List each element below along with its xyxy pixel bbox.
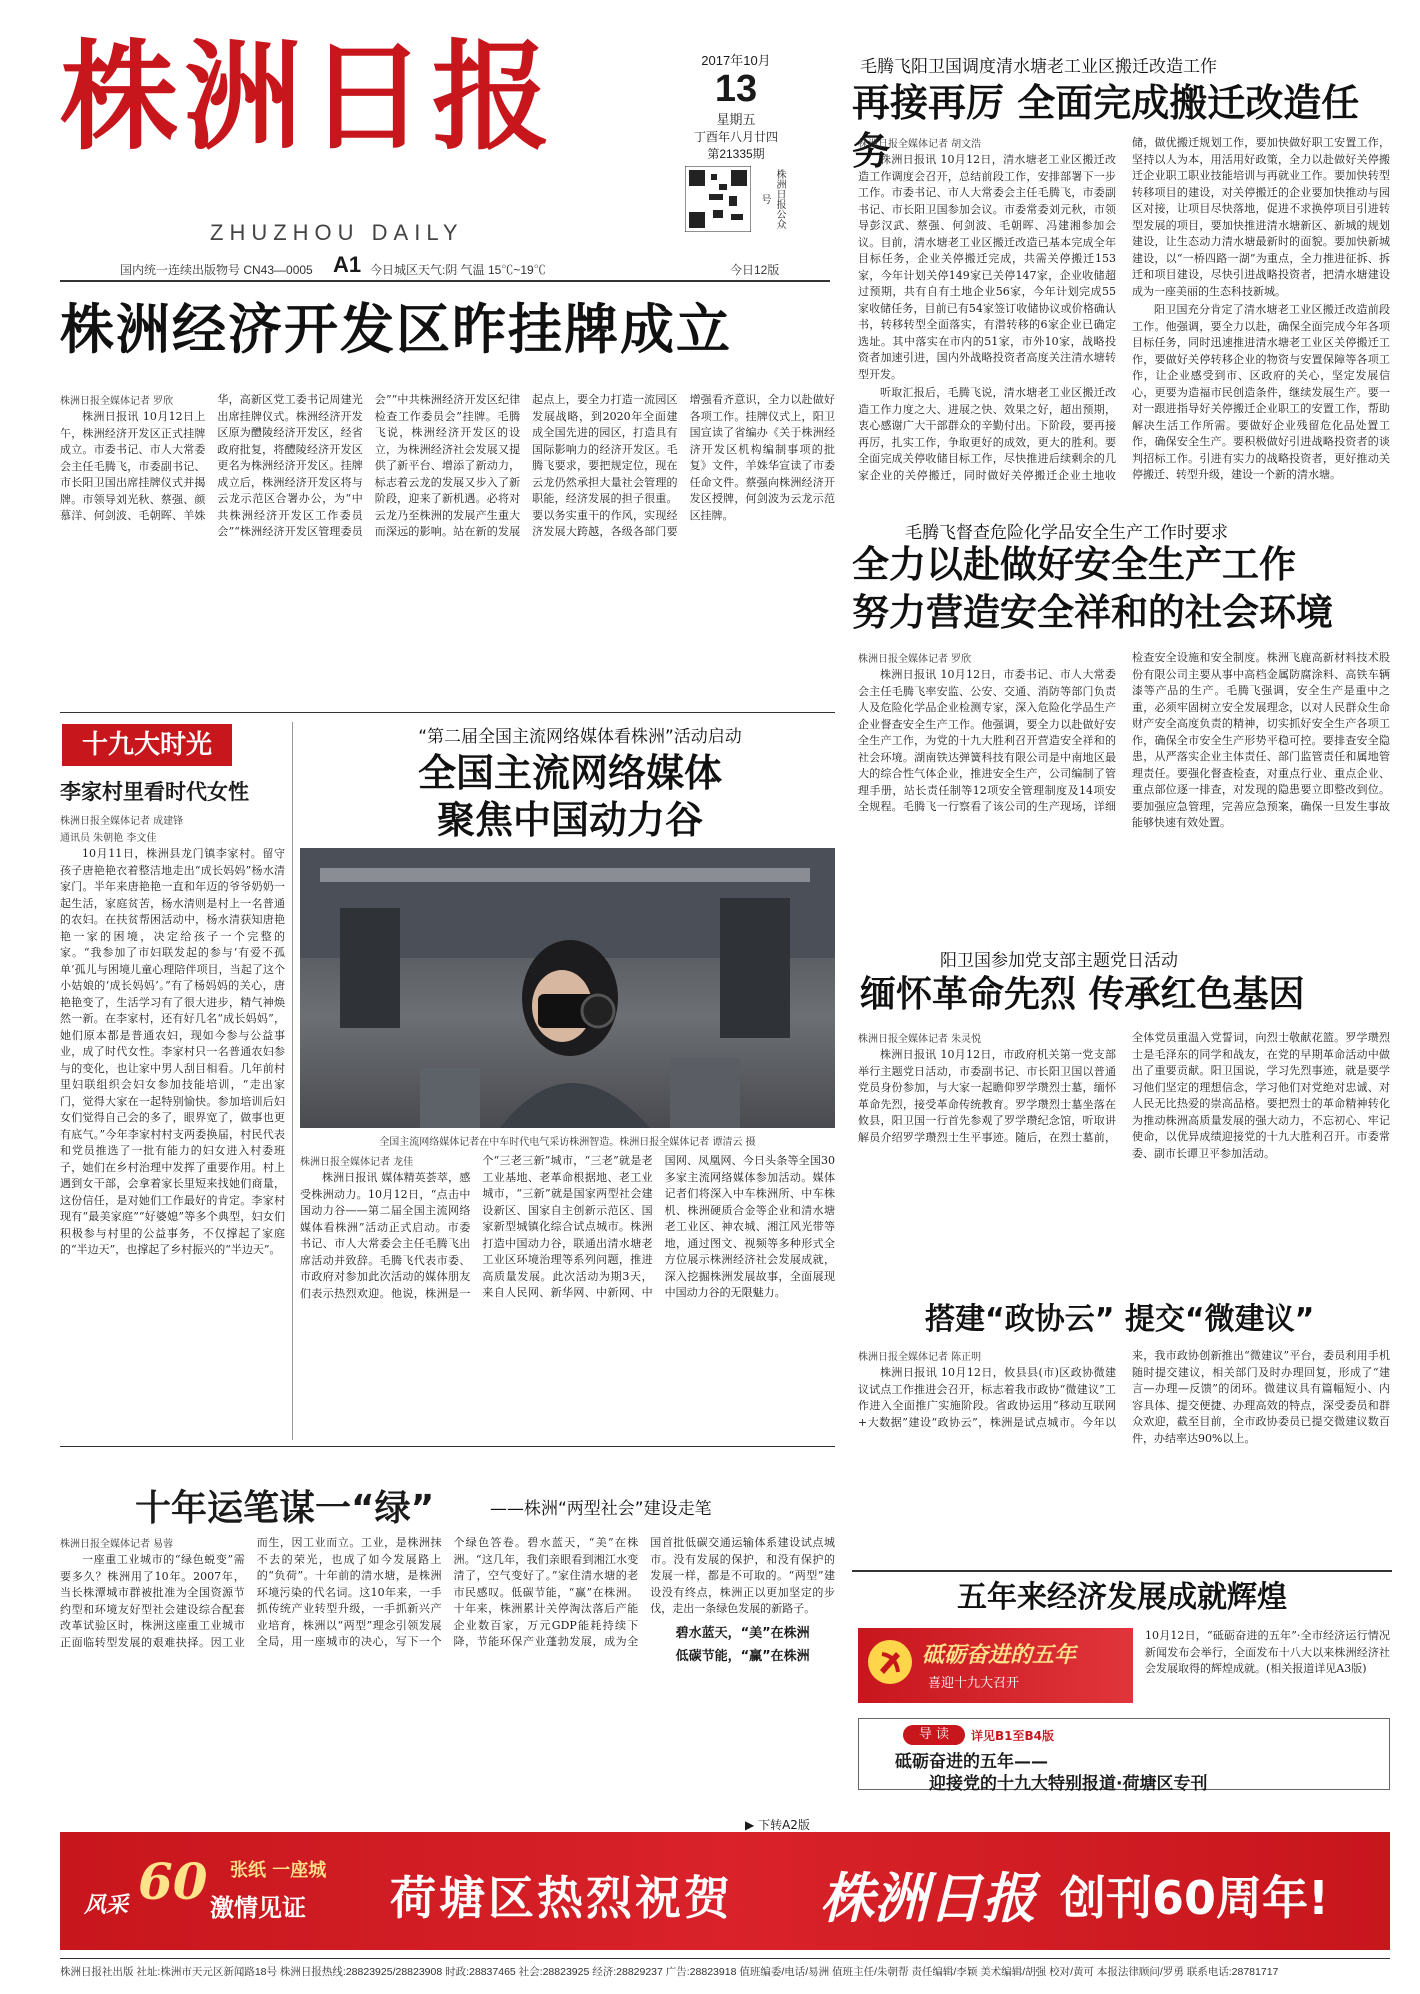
date-year-month: 2017年10月 — [701, 53, 771, 68]
shinian-body — [60, 1535, 835, 1810]
safety-byline: 株洲日报全媒体记者 罗欣 — [858, 654, 972, 665]
nineteen-body — [60, 812, 285, 1437]
lead-text: 株洲日报讯 10月12日上午，株洲经济开发区正式挂牌成立。市委书记、市人大常委会主任毛腾飞，市委副书记、市长阳卫国出席挂牌仪式并揭牌。市领导刘光秋、蔡强、颜慕洋、何剑波、毛朝晖、羊姝华，高新区党工委书记周建光出席挂牌仪式。株洲经济开发区原为醴陵经济开发区，经省政府批复，将醴陵经济开发区更名为株洲经济开发区。挂牌成立后，株洲经济开发区将与云龙示范区合署办公，为“中共株洲经济开发区工作委员会”“株洲经济开发区管理委员会”“中共株洲经济开发区纪律检查工作委员会”挂牌。毛腾飞说，株洲经济开发区的设立，为株洲经济社会发展又提供了新平台、增添了新动力，标志着云龙的发展又步入了新阶段，迎来了新机遇。必将对云龙乃至株洲的发展产生重大而深远的影响。站在新的发展起点上，要全力打造一流园区发展战略，到2020年全面建成全国先进的园区，打造具有国际影响力的经济开发区。毛腾飞要求，要把规定位，现在云龙仍然承担大量社会管理的职能，经济发展的担子很重。要以务实重干的作风，实现经济发展大跨越，各级各部门要增强看齐意识，全力以赴做好各项工作。挂牌仪式上，阳卫国宣读了省编办《关于株洲经济开发区机构编制事项的批复》文件，羊姝华宣读了市委任命文件。蔡强向株洲经济开发区授牌，何剑波为云龙示范区挂牌。 — [60, 393, 835, 538]
top-right-para-1: 株洲日报讯 10月12日，清水塘老工业区搬迁改造工作调度会召开，总结前段工作，安排部署下一步工作。市委书记、市人大常委会主任毛腾飞，市委副书记、市长阳卫国参加会议。市委常委刘元秋，市领导彭汉武、蔡强、何剑波、毛朝晖、冯建湘参加会议。目前，清水塘老工业区搬迁改造已基本完成全年目标任务，企业关停搬迁完成，共需关停搬迁153家，今年计划关停149家已关停147家，企业收储超过预期，共有自有土地企业56家，今年计划完成55家收储任务，目前已有54家签订收储协议或价格确认书，转移转型全面落实，有潜转移的6家企业已确定选址。其中落实在市内的51家，市外10家，战略投资者加速引进，国内外战略投资者高度关注清水塘转型开发。 — [858, 153, 1116, 381]
top-right-body — [858, 135, 1390, 530]
media-photo — [300, 848, 835, 1128]
top-right-para-3: 阳卫国充分肯定了清水塘老工业区搬迁改造前段工作。他强调，要全力以赴，确保全面完成今年各项目标任务，同时迅速推进清水塘老工业区关停搬迁工作，要做好关停转移企业的物资与安置保障等各项工作，让企业感受到市、区政府的关心，坚定发展信心，更要为造福市民创造条件，继续发展生产。要一对一跟进指导好关停搬迁企业职工的安置工作，帮助解决生活工作所需。要做好企业残留危化品处置工作，确保安全生产。要积极做好引进战略投资者的谈判招标工作。引进有实力的战略投资者，更好推动关停搬迁、转型升级，建设一个新的清水塘。 — [1132, 303, 1390, 481]
wunian-text: 10月12日，“砥砺奋进的五年”·全市经济运行情况新闻发布会举行，全面发布十八大以来株洲经济社会发展取得的辉煌成就。(相关报道详见A3版) — [1145, 1629, 1390, 1675]
shinian-subhead: ——株洲“两型社会”建设走笔 — [490, 1499, 712, 1519]
media-kicker: “第二届全国主流网络媒体看株洲”活动启动 — [418, 727, 742, 747]
nineteen-tag: 十九大时光 — [62, 724, 232, 766]
media-text: 株洲日报讯 媒体精英荟萃，感受株洲动力。10月12日，“点击中国动力谷——第二届全国主流网络媒体看株洲”活动正式启动。市委书记、市人大常委会主任毛腾飞出席活动并致辞。毛腾飞代表市委、市政府对参加此次活动的媒体朋友们表示热烈欢迎。他说，株洲是一个“三老三新”城市，“三老”就是老工业基地、老革命根据地、老工业城市，“三新”就是国家两型社会建设新区、国家自主创新示范区、国家新型城镇化综合试点城市。株洲打造中国动力谷，联通出清水塘老工业区环境治理等系列问题，推进高质量发展。此次活动为期3天，来自人民网、新华网、中新网、中国网、凤凰网、今日头条等全国30多家主流网络媒体参加活动。媒体记者们将深入中车株洲所、中车株机、株洲硬质合金等企业和清水塘老工业区、神农城、湘江风光带等地，通过图文、视频等多种形式全方位展示株洲经济社会发展成就，深入挖掘株洲发展故事，全面展现中国动力谷的无限魅力。 — [300, 1154, 835, 1300]
section-divider — [60, 712, 835, 713]
masthead-rule — [60, 280, 830, 282]
shinian-byline: 株洲日报全媒体记者 易蓉 — [60, 1539, 174, 1550]
anniversary-banner — [60, 1832, 1390, 1950]
wunian-logo-sub: 喜迎十九大召开 — [928, 1676, 1020, 1691]
zhengxie-byline: 株洲日报全媒体记者 陈正明 — [858, 1352, 982, 1363]
guide-line-1: 砥砺奋进的五年—— — [895, 1752, 1048, 1772]
lunar-date: 丁酉年八月廿四 — [693, 130, 778, 144]
wunian-rule — [852, 1570, 1392, 1572]
masthead-subtitle: ZHUZHOU DAILY — [210, 220, 464, 245]
wunian-headline: 五年来经济发展成就辉煌 — [957, 1580, 1287, 1615]
issue-number: 第21335期 — [707, 147, 765, 161]
safety-headline-2: 努力营造安全祥和的社会环境 — [852, 591, 1333, 634]
guide-line-2: 迎接党的十九大特别报道·荷塘区专刊 — [929, 1774, 1208, 1794]
shinian-headline: 十年运笔谋一“绿” — [135, 1488, 435, 1529]
media-headline-1: 全国主流网络媒体 — [417, 751, 722, 795]
media-photo-caption: 全国主流网络媒体记者在中车时代电气采访株洲智造。株洲日报全媒体记者 谭清云 摄 — [379, 1137, 756, 1148]
pages-today: 今日12版 — [730, 263, 780, 277]
shinian-sub-1: 碧水蓝天，“美”在株洲 — [675, 1625, 810, 1641]
yang-kicker: 阳卫国参加党支部主题党日活动 — [940, 951, 1178, 971]
media-byline: 株洲日报全媒体记者 龙佳 — [300, 1157, 414, 1168]
shinian-sub-2: 低碳节能，“赢”在株洲 — [675, 1648, 810, 1664]
wunian-logo — [858, 1628, 1133, 1703]
shinian-continue-label: 下转A2版 — [758, 1818, 810, 1832]
arrow-right-icon: ▶ — [745, 1818, 755, 1832]
yang-text: 株洲日报讯 10月12日，市政府机关第一党支部举行主题党日活动，市委副书记、市长阳卫国以普通党员身份参加，与大家一起瞻仰罗学瓒烈士墓，缅怀革命先烈，接受革命传统教育。罗学瓒烈士墓坐落在攸县，阳卫国一行首先参观了罗学瓒纪念馆，听取讲解员介绍罗学瓒烈士生平事迹。随后，在烈士墓前，全体党员重温入党誓词，向烈士敬献花篮。罗学瓒烈士是毛泽东的同学和战友，在党的早期革命活动中做出了重要贡献。阳卫国说，学习先烈事迹，就是要学习他们坚定的理想信念，学习他们对党绝对忠诚、对人民无比热爱的崇高品格。要把烈士的革命精神转化为推动株洲高质量发展的强大动力，不忘初心、牢记使命，以优异成绩迎接党的十九大胜利召开。市委常委、副市长谭卫平参加活动。 — [858, 1031, 1390, 1160]
top-right-byline: 株洲日报全媒体记者 胡文浩 — [858, 139, 982, 150]
guide-box[interactable] — [858, 1718, 1390, 1794]
nineteen-byline-1: 株洲日报全媒体记者 成建锋 — [60, 816, 184, 827]
guide-label: 导 读 — [903, 1725, 965, 1745]
lead-byline: 株洲日报全媒体记者 罗欣 — [60, 396, 174, 407]
qr-code-icon — [685, 166, 751, 232]
banner-tail: 创刊60周年! — [1060, 1871, 1329, 1925]
masthead-title: 株洲日报 — [60, 27, 557, 166]
nineteen-text: 10月11日，株洲县龙门镇李家村。留守孩子唐艳艳衣着整洁地走出“成长妈妈”杨水清家门。半年来唐艳艳一直和年迈的爷爷奶奶一起生活，家庭贫苦，杨水清则是村上一名普通的农妇。在扶贫帮困活动中，杨水清获知唐艳艳一家的困境，决定给孩子一个完整的家。“我参加了市妇联发起的参与‘有爱不孤单’孤儿与困境儿童心理陪伴项目，当起了这个小姑娘的‘成长妈妈’。”有了杨妈妈的关心，唐艳艳变了，生活学习有了很大进步，精气神焕然一新。在李家村，还有好几名“成长妈妈”，她们原本都是普通农妇，现如今参与公益事业，成了时代女性。李家村只一名普通农妇参与的变化，也让家中男人刮目相看。几年前村里妇联组织会妇女参加技能培训，“走出家门，觉得大家在一起特别愉快。参加培训后妇女们觉得自己会的多了，眼界宽了，做事也更有底气。”今年李家村村支两委换届，村民代表和党员推选了一批有能力的妇女进入村委班子，她们在乡村治理中发挥了重要作用。村上遇到女干部，会拿着家长里短来找她们商量，这份信任，是对她们工作最好的肯定。李家村现有“最美家庭”“好婆媳”等多个典型，妇女们积极参与村里的公益事务，不仅撑起了家庭的“半边天”，也撑起了乡村振兴的“半边天”。 — [60, 847, 285, 1256]
lead-headline: 株洲经济开发区昨挂牌成立 — [60, 298, 732, 361]
banner-left-1: 风采 — [84, 1892, 129, 1918]
lead-body — [60, 392, 835, 707]
banner-number: 60 — [138, 1852, 208, 1911]
safety-headline-1: 全力以赴做好安全生产工作 — [852, 543, 1296, 586]
qr-caption: 株洲日报公众号 — [759, 169, 785, 229]
shinian-continue[interactable] — [745, 1816, 810, 1833]
masthead-logo — [60, 27, 620, 178]
page-number: A1 — [333, 252, 362, 277]
top-right-para-2: 听取汇报后，毛腾飞说，清水塘老工业区搬迁改造工作力度之大、进展之快、效果之好，超出预期，衷心感谢广大干部群众的辛勤付出。下阶段，要再接再厉，扎实工作，争取更好的成效，更大的胜利。要全面完成关停收储目标工作，尽快推进后续剩余的几家企业的关停搬迁，同时做好关停搬迁企业土地收储，做优搬迁规划工作，要加快做好职工安置工作，坚持以人为本，用活用好政策，全力以赴做好关停搬迁企业职工职业技能培训与再就业工作。要加快转型转移项目的建设，对关停搬迁的企业要加快推动与园区对接，让项目尽快落地，促进不求换停项目引进转型发展的项目，要加快推进清水塘新区、新城的规划建设，让生态动力清水塘最新时的面貌。要加快新城建设，以“一桥四路一湖”为重点，全力推进征拆、拆迁和项目建设，尽快引进战略投资者，把清水塘建设成为一座美丽的生态科技新城。 — [858, 136, 1390, 482]
shinian-text: 一座重工业城市的“绿色蜕变”需要多久？株洲用了10年。2007年，当长株潭城市群被批准为全国资源节约型和环境友好型社会建设综合配套改革试验区时，株洲这座重工业城市正面临转型发展的艰难抉择。因工业而生，因工业而立。工业，是株洲抹不去的荣光，也成了如今发展路上的“负荷”。十年前的清水塘，是株洲环境污染的代名词。这10年来，一手抓传统产业转型升级，一手抓新兴产业培育，株洲以“两型”理念引领发展全局，用一座城市的决心，写下一个个绿色答卷。碧水蓝天，“美”在株洲。“这几年，我们亲眼看到湘江水变清了，空气变好了。”家住清水塘的老市民感叹。低碳节能，“赢”在株洲。十年来，株洲累计关停淘汰落后产能企业数百家，万元GDP能耗持续下降，节能环保产业蓬勃发展，成为全国首批低碳交通运输体系建设试点城市。没有发展的保护，和没有保护的发展一样，都是不可取的。“两型”建设没有终点，株洲正以更加坚定的步伐，走出一条绿色发展的新路子。 — [60, 1536, 835, 1649]
zhengxie-body — [858, 1348, 1390, 1558]
photographer-image — [300, 848, 835, 1128]
top-right-headline: 再接再厉 全面完成搬迁改造任务 — [852, 81, 1360, 173]
safety-text: 株洲日报讯 10月12日，市委书记、市人大常委会主任毛腾飞率安监、公安、交通、消防等部门负责人及危险化学品企业检测专家，深入危险化学品生产企业督查安全生产工作。他强调，要全力以赴做好安全生产工作，为党的十九大胜利召开营造安全祥和的社会环境。湖南铁达弹簧科技有限公司是中南地区最大的综合性气体企业，推进安全生产，公司编制了管理手册，站长责任制等12项安全管理制度及14项安全规程。毛腾飞一行察看了该公司的生产现场，详细检查安全设施和安全制度。株洲飞鹿高新材料技术股份有限公司主要从事中高档金属防腐涂料、高铁车辆漆等产品的生产。毛腾飞强调，安全生产是重中之重，必须牢固树立安全发展理念，以对人民群众生命财产安全高度负责的精神，切实抓好安全生产各项工作，确保全市安全生产形势平稳可控。要排查安全隐患，从严落实企业主体责任、部门监管责任和属地管理责任。要强化督查检查，对重点行业、重点企业、重点部位逐一排查，对发现的隐患要立即整改到位。要加强应急管理，完善应急预案，确保一旦发生事故能够快速有效处置。 — [858, 651, 1390, 829]
party-emblem-icon — [866, 1638, 914, 1686]
media-body — [300, 1153, 835, 1438]
nineteen-headline: 李家村里看时代女性 — [60, 780, 249, 804]
cn-number: 国内统一连续出版物号 CN43—0005 — [120, 263, 313, 277]
safety-body — [858, 650, 1390, 940]
date-box — [652, 50, 820, 242]
wunian-logo-text: 砥砺奋进的五年 — [922, 1642, 1077, 1668]
safety-kicker: 毛腾飞督查危险化学品安全生产工作时要求 — [905, 523, 1228, 543]
media-headline-2: 聚焦中国动力谷 — [436, 798, 703, 842]
date-day: 13 — [714, 68, 758, 110]
column-rule — [292, 722, 293, 1440]
guide-ref: 详见B1至B4版 — [971, 1729, 1054, 1743]
zhengxie-text: 株洲日报讯 10月12日，攸县县(市)区政协微建议试点工作推进会召开，标志着我市政协“微建议”工作进入全面推广实施阶段。省政协运用“移动互联网+大数据”建设“政协云”，株洲是试点城市。今年以来，我市政协创新推出“微建议”平台，委员利用手机随时提交建议，相关部门及时办理回复，形成了“建言—办理—反馈”的闭环。微建议具有篇幅短小、内容具体、提交便捷、办理高效的特点，深受委员和群众欢迎，截至目前，全市政协委员已提交微建议数百件，办结率达90%以上。 — [858, 1349, 1390, 1445]
footer-rule — [60, 1958, 1390, 1959]
zhengxie-headline: 搭建“政协云” 提交“微建议” — [925, 1302, 1315, 1337]
section-divider-2 — [60, 1446, 835, 1447]
banner-brand: 株洲日报 — [820, 1866, 1036, 1930]
yang-body — [858, 1030, 1390, 1300]
nineteen-byline-2: 通讯员 朱朝艳 李文佳 — [60, 833, 157, 844]
yang-headline: 缅怀革命先烈 传承红色基因 — [860, 974, 1305, 1015]
yang-byline: 株洲日报全媒体记者 朱灵悦 — [858, 1034, 982, 1045]
weather: 今日城区天气:阴 气温 15℃~19℃ — [370, 263, 546, 277]
weekday: 星期五 — [716, 112, 756, 127]
banner-left-2: 张纸 一座城 — [230, 1860, 327, 1881]
banner-main: 荷塘区热烈祝贺 — [390, 1871, 733, 1925]
banner-left-3: 激情见证 — [210, 1894, 306, 1922]
top-right-kicker: 毛腾飞阳卫国调度清水塘老工业区搬迁改造工作 — [860, 57, 1217, 77]
footer-info: 株洲日报社出版 社址:株洲市天元区新闻路18号 株洲日报热线:28823925/28823908 时政:28837465 社会:28823925 经济:28829237 广告:28823918 值班编委/电话/易洲 值班主任/朱朝帮 责任编辑/李颖 美术编辑/胡强 校对/黄可 本报法律顾问/罗勇 联系电话:28781717 — [60, 1966, 1279, 1978]
